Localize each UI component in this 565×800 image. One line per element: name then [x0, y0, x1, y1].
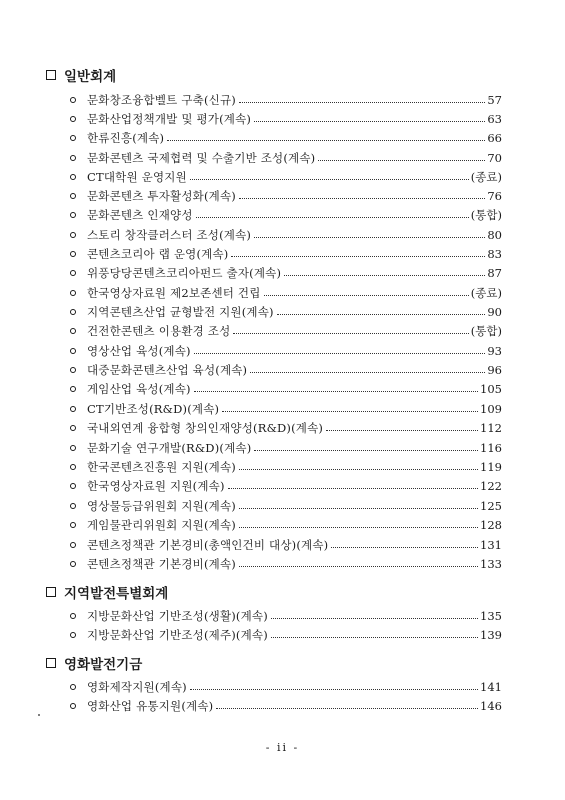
dot-leader [190, 179, 469, 180]
toc-entry-title: 한국콘텐츠진흥원 지원(계속) [87, 460, 236, 474]
checkbox-icon [46, 658, 56, 668]
scan-speck [38, 714, 40, 716]
dot-leader [271, 637, 478, 638]
circle-bullet-icon [70, 348, 76, 354]
section-heading [46, 654, 142, 672]
toc-entry-title: CT기반조성(R&D)(계속) [87, 402, 220, 416]
toc-entry[interactable] [70, 536, 502, 554]
toc-entry[interactable] [70, 303, 502, 321]
circle-bullet-icon [70, 212, 76, 218]
toc-entry-page: (통합) [470, 208, 502, 222]
toc-entry-title: 문화콘텐츠 인재양성 [87, 208, 193, 222]
dot-leader [239, 102, 485, 103]
toc-entry-page: (종료) [470, 170, 502, 184]
circle-bullet-icon [70, 97, 76, 103]
toc-entry-title: 지방문화산업 기반조성(제주)(계속) [87, 628, 268, 642]
toc-entry[interactable] [70, 129, 502, 147]
circle-bullet-icon [70, 328, 76, 334]
section-title: 일반회계 [64, 69, 117, 85]
toc-entry-title: 지역콘텐츠산업 균형발전 지원(계속) [87, 305, 274, 319]
dot-leader [167, 140, 485, 141]
circle-bullet-icon [70, 542, 76, 548]
circle-bullet-icon [70, 613, 76, 619]
toc-entry-title: 지방문화산업 기반조성(생활)(계속) [87, 609, 268, 623]
toc-entry[interactable] [70, 607, 502, 625]
toc-entry-page: 105 [480, 382, 502, 396]
section-heading [46, 583, 168, 601]
toc-entry[interactable] [70, 91, 502, 109]
toc-entry[interactable] [70, 342, 502, 360]
dot-leader [239, 469, 478, 470]
dot-leader [284, 275, 485, 276]
dot-leader [250, 372, 485, 373]
dot-leader [254, 450, 478, 451]
toc-entry-title: 게임물관리위원회 지원(계속) [87, 518, 236, 532]
toc-entry-page: 112 [480, 421, 502, 435]
circle-bullet-icon [70, 270, 76, 276]
toc-entry-page: 133 [480, 557, 502, 571]
toc-entry[interactable] [70, 284, 502, 302]
toc-entry-page: 128 [480, 518, 502, 532]
circle-bullet-icon [70, 684, 76, 690]
circle-bullet-icon [70, 522, 76, 528]
dot-leader [239, 566, 478, 567]
dot-leader [196, 217, 469, 218]
toc-entry-page: 66 [487, 131, 502, 145]
toc-entry-page: 76 [487, 189, 502, 203]
toc-entry-page: 135 [480, 609, 502, 623]
circle-bullet-icon [70, 561, 76, 567]
dot-leader [264, 295, 469, 296]
dot-leader [233, 333, 468, 334]
dot-leader [239, 508, 478, 509]
checkbox-icon [46, 70, 56, 80]
toc-entry-page: 125 [480, 499, 502, 513]
toc-entry-title: 국내외연계 융합형 창의인재양성(R&D)(계속) [87, 421, 324, 435]
toc-entry[interactable] [70, 245, 502, 263]
toc-entry-page: 139 [480, 628, 502, 642]
toc-entry[interactable] [70, 678, 502, 696]
checkbox-icon [46, 587, 56, 597]
dot-leader [239, 198, 485, 199]
toc-entry-title: 대중문화콘텐츠산업 육성(계속) [87, 363, 248, 377]
toc-entry-page: 116 [480, 441, 502, 455]
toc-entry[interactable] [70, 477, 502, 495]
circle-bullet-icon [70, 632, 76, 638]
toc-entry-page: 57 [487, 93, 502, 107]
circle-bullet-icon [70, 309, 76, 315]
circle-bullet-icon [70, 406, 76, 412]
circle-bullet-icon [70, 290, 76, 296]
circle-bullet-icon [70, 193, 76, 199]
toc-entry-page: 63 [487, 112, 502, 126]
circle-bullet-icon [70, 425, 76, 431]
toc-entry-page: 83 [487, 247, 502, 261]
toc-entry[interactable] [70, 149, 502, 167]
toc-entry-page: 80 [487, 228, 502, 242]
dot-leader [231, 256, 485, 257]
toc-entry-title: 문화콘텐츠 국제협력 및 수출기반 조성(계속) [87, 151, 316, 165]
toc-entry-title: 건전한콘텐츠 이용환경 조성 [87, 324, 231, 338]
toc-entry-title: CT대학원 운영지원 [87, 170, 187, 184]
dot-leader [277, 314, 486, 315]
circle-bullet-icon [70, 367, 76, 373]
toc-entry[interactable] [70, 187, 502, 205]
toc-entry[interactable] [70, 419, 502, 437]
toc-entry[interactable] [70, 322, 502, 340]
toc-entry-page: 141 [480, 680, 502, 694]
toc-entry[interactable] [70, 226, 502, 244]
dot-leader [331, 547, 478, 548]
toc-entry-page: 90 [487, 305, 502, 319]
toc-entry[interactable] [70, 264, 502, 282]
toc-entry[interactable] [70, 361, 502, 379]
toc-entry-title: 콘텐츠코리아 랩 운영(계속) [87, 247, 229, 261]
circle-bullet-icon [70, 251, 76, 257]
toc-entry-title: 영상물등급위원회 지원(계속) [87, 499, 236, 513]
dot-leader [239, 527, 478, 528]
page-number-footer: - ii - [265, 741, 300, 754]
dot-leader [254, 237, 485, 238]
toc-entry-title: 문화기술 연구개발(R&D)(계속) [87, 441, 252, 455]
circle-bullet-icon [70, 174, 76, 180]
circle-bullet-icon [70, 232, 76, 238]
dot-leader [222, 411, 478, 412]
circle-bullet-icon [70, 135, 76, 141]
toc-entry[interactable] [70, 697, 502, 715]
toc-entry-title: 스토리 창작클러스터 조성(계속) [87, 228, 252, 242]
section-heading [46, 66, 116, 84]
dot-leader [271, 618, 478, 619]
toc-entry-page: (통합) [470, 324, 502, 338]
dot-leader [194, 353, 486, 354]
toc-entry[interactable] [70, 516, 502, 534]
toc-entry-title: 문화콘텐츠 투자활성화(계속) [87, 189, 236, 203]
toc-entry[interactable] [70, 458, 502, 476]
dot-leader [216, 708, 478, 709]
toc-entry-page: 109 [480, 402, 502, 416]
section-title: 지역발전특별회계 [64, 586, 169, 602]
toc-entry-page: 146 [480, 699, 502, 713]
toc-entry-page: 131 [480, 538, 502, 552]
toc-entry-title: 한국영상자료원 지원(계속) [87, 479, 225, 493]
toc-entry[interactable] [70, 626, 502, 644]
toc-entry-title: 콘텐츠정책관 기본경비(총액인건비 대상)(계속) [87, 538, 329, 552]
circle-bullet-icon [70, 386, 76, 392]
dot-leader [228, 488, 478, 489]
toc-entry-page: 70 [487, 151, 502, 165]
dot-leader [194, 391, 478, 392]
circle-bullet-icon [70, 703, 76, 709]
toc-entry-title: 문화창조융합벨트 구축(신규) [87, 93, 236, 107]
toc-entry[interactable] [70, 380, 502, 398]
dot-leader [318, 160, 485, 161]
toc-entry-title: 위풍당당콘텐츠코리아펀드 출자(계속) [87, 266, 282, 280]
toc-entry[interactable] [70, 206, 502, 224]
toc-entry[interactable] [70, 110, 502, 128]
circle-bullet-icon [70, 483, 76, 489]
toc-entry-title: 한류진흥(계속) [87, 131, 165, 145]
toc-entry[interactable] [70, 168, 502, 186]
toc-entry[interactable] [70, 439, 502, 457]
toc-entry[interactable] [70, 400, 502, 418]
dot-leader [190, 689, 478, 690]
toc-entry-page: 87 [487, 266, 502, 280]
circle-bullet-icon [70, 503, 76, 509]
toc-entry-title: 게임산업 육성(계속) [87, 382, 191, 396]
dot-leader [254, 121, 485, 122]
circle-bullet-icon [70, 464, 76, 470]
toc-entry[interactable] [70, 555, 502, 573]
section-title: 영화발전기금 [64, 657, 143, 673]
toc-entry-page: 93 [487, 344, 502, 358]
toc-entry-page: 119 [480, 460, 502, 474]
toc-entry-title: 콘텐츠정책관 기본경비(계속) [87, 557, 236, 571]
circle-bullet-icon [70, 445, 76, 451]
circle-bullet-icon [70, 116, 76, 122]
toc-entry-title: 영상산업 육성(계속) [87, 344, 191, 358]
toc-entry-title: 영화산업 유통지원(계속) [87, 699, 214, 713]
toc-entry-title: 한국영상자료원 제2보존센터 건립 [87, 286, 261, 300]
circle-bullet-icon [70, 155, 76, 161]
toc-entry-page: (종료) [470, 286, 502, 300]
toc-entry-title: 영화제작지원(계속) [87, 680, 187, 694]
toc-entry-page: 122 [480, 479, 502, 493]
toc-entry-title: 문화산업정책개발 및 평가(계속) [87, 112, 252, 126]
dot-leader [326, 430, 478, 431]
toc-entry-page: 96 [487, 363, 502, 377]
toc-entry[interactable] [70, 497, 502, 515]
